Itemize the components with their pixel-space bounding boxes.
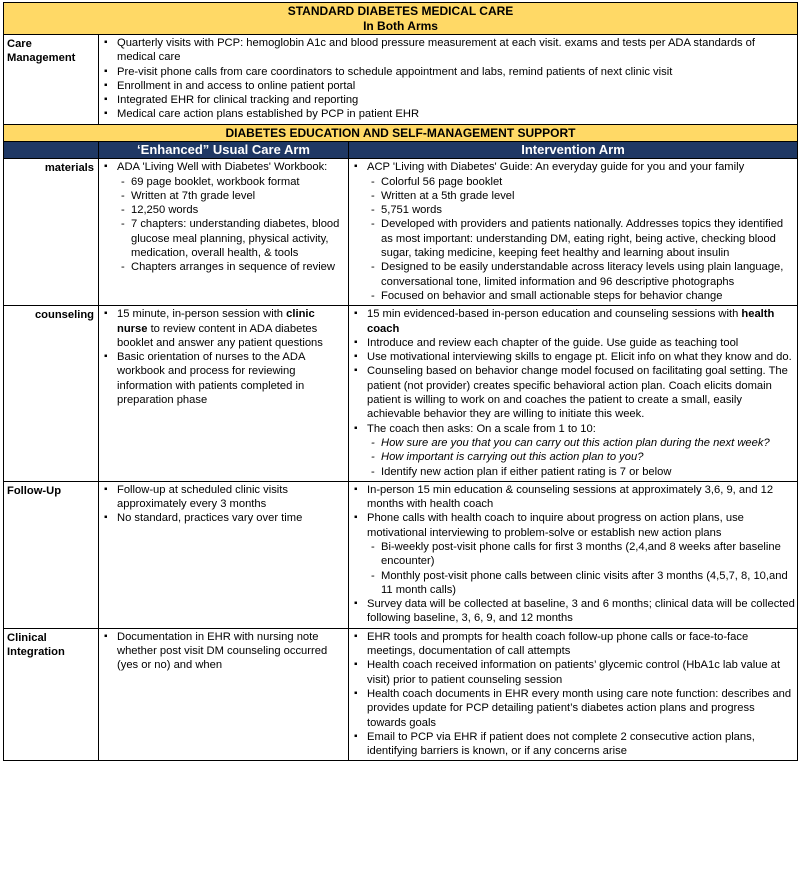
header-standard-cell — [4, 3, 798, 35]
counseling-usual — [99, 306, 349, 482]
row-care-management — [4, 35, 798, 125]
followup-phone-text: Phone calls with health coach to inquire about progress on action plans, use motivational interviewing to problem-solve or establish new action plans — [367, 512, 744, 539]
list-item: - Developed with providers and patients nationally. Addresses topics they identified as most important: understanding DM, eating right, being active, checking blood sugar, taking medicine, keeping feet healthy and learning about insulin — [381, 217, 795, 260]
list-item: ▪ Health coach received information on patients’ glycemic control (HbA1c lab value at visit) prior to patient counseling session — [367, 658, 795, 687]
row-materials — [4, 159, 798, 306]
arm-intervention-header: Intervention Arm — [349, 142, 798, 159]
materials-intervention-sublist — [367, 175, 795, 304]
counseling-label: counseling — [4, 306, 99, 482]
materials-label: materials — [4, 159, 99, 306]
list-item: ▪ Health coach documents in EHR every month using care note function: describes and provides update for PCP detailing patient’s diabetes action plans and progress towards goals — [367, 687, 795, 730]
counseling-questions — [367, 436, 795, 479]
list-item: ▪ EHR tools and prompts for health coach follow-up phone calls or face-to-face meetings, documentation of call attempts — [367, 630, 795, 659]
list-item: - Written at 7th grade level — [131, 189, 346, 203]
care-management-content — [99, 35, 798, 125]
care-management-label: Care Management — [4, 35, 99, 125]
followup-usual — [99, 481, 349, 628]
list-item: - 69 page booklet, workbook format — [131, 175, 346, 189]
header-standard-care — [4, 3, 798, 35]
list-item: - Bi-weekly post-visit phone calls for first 3 months (2,4,and 8 weeks after baseline encounter) — [381, 540, 795, 569]
counseling-intervention-text: 15 min evidenced-based in-person education and counseling sessions with — [367, 308, 742, 321]
clinic-nurse-emphasis: clinic nurse — [117, 308, 315, 335]
list-item: - Identify new action plan if either patient rating is 7 or below — [381, 465, 795, 479]
list-item: ▪ Enrollment in and access to online patient portal — [117, 79, 795, 93]
row-arms — [4, 142, 798, 159]
header-education — [4, 124, 798, 142]
list-item — [117, 307, 346, 350]
materials-intervention-list — [349, 159, 797, 305]
counseling-intervention — [349, 306, 798, 482]
counseling-scale-intro: The coach then asks: On a scale from 1 to 10: — [367, 422, 596, 435]
list-item: ▪ In-person 15 min education & counseling sessions at approximately 3,6, 9, and 12 months with health coach — [367, 483, 795, 512]
list-item: - Colorful 56 page booklet — [381, 175, 795, 189]
clinical-intervention — [349, 628, 798, 761]
list-item: ▪ Introduce and review each chapter of the guide. Use guide as teaching tool — [367, 336, 795, 350]
clinical-intervention-list — [349, 629, 797, 761]
clinical-usual-list — [99, 629, 348, 675]
list-item: - How important is carrying out this action plan to you? — [381, 450, 795, 464]
followup-label: Follow-Up — [4, 481, 99, 628]
list-item: ▪ No standard, practices vary over time — [117, 511, 346, 525]
list-item: ▪ Documentation in EHR with nursing note whether post visit DM counseling occurred (yes or no) and when — [117, 630, 346, 673]
materials-intervention — [349, 159, 798, 306]
list-item: ▪ Counseling based on behavior change model focused on facilitating goal setting. The patient (not provider) creates specific behavioral action plan. Coach elicits domain patient is willing to work on and coaches the patient to create a small, easily achievable behavior they are willing to initiate this week. — [367, 364, 795, 421]
care-management-list — [99, 35, 797, 124]
counseling-intervention-list — [349, 306, 797, 481]
list-item: - 12,250 words — [131, 203, 346, 217]
materials-usual-list — [99, 159, 348, 276]
header-standard-title: STANDARD DIABETES MEDICAL CARE — [287, 4, 514, 18]
list-item — [117, 160, 346, 274]
header-standard-subtitle: In Both Arms — [363, 18, 438, 33]
list-item: ▪ Quarterly visits with PCP: hemoglobin A1c and blood pressure measurement at each visit. exams and tests per ADA standards of medical care — [117, 36, 795, 65]
list-item: ▪ Email to PCP via EHR if patient does not complete 2 consecutive action plans, identifying barriers is known, or if any concerns arise — [367, 730, 795, 759]
list-item: ▪ Survey data will be collected at baseline, 3 and 6 months; clinical data will be collected following baseline, 3, 6, 9, and 12 months — [367, 597, 795, 626]
list-item: ▪ Basic orientation of nurses to the ADA workbook and process for reviewing information with patients completed in preparation phase — [117, 350, 346, 407]
materials-usual-lead: ADA 'Living Well with Diabetes' Workbook: — [117, 161, 328, 174]
counseling-usual-text: to review content in ADA diabetes booklet and answer any patient questions — [117, 322, 323, 349]
followup-intervention-list — [349, 482, 797, 628]
list-item: - 7 chapters: understanding diabetes, blood glucose meal planning, physical activity, medication, overall health, & tools — [131, 217, 346, 260]
row-followup — [4, 481, 798, 628]
list-item: ▪ Medical care action plans established by PCP in patient EHR — [117, 107, 795, 121]
list-item: - Monthly post-visit phone calls between clinic visits after 3 months (4,5,7, 8, 10,and 11 month calls) — [381, 569, 795, 598]
materials-intervention-lead: ACP 'Living with Diabetes' Guide: An everyday guide for you and your family — [367, 161, 745, 174]
clinical-usual — [99, 628, 349, 761]
list-item: ▪ Follow-up at scheduled clinic visits approximately every 3 months — [117, 483, 346, 512]
arms-blank-cell — [4, 142, 99, 159]
arm-usual-header: ‘Enhanced” Usual Care Arm — [99, 142, 349, 159]
counseling-usual-list — [99, 306, 348, 409]
followup-intervention — [349, 481, 798, 628]
list-item — [367, 307, 795, 336]
materials-usual — [99, 159, 349, 306]
followup-usual-list — [99, 482, 348, 528]
row-counseling — [4, 306, 798, 482]
list-item: - Focused on behavior and small actionable steps for behavior change — [381, 289, 795, 303]
list-item: - Written at a 5th grade level — [381, 189, 795, 203]
list-item: - How sure are you that you can carry out this action plan during the next week? — [381, 436, 795, 450]
list-item — [367, 511, 795, 597]
counseling-usual-text: 15 minute, in-person session with — [117, 308, 287, 321]
clinical-label: Clinical Integration — [4, 628, 99, 761]
list-item: - Chapters arranges in sequence of review — [131, 260, 346, 274]
list-item: ▪ Use motivational interviewing skills to engage pt. Elicit info on what they know and do. — [367, 350, 795, 364]
care-table — [3, 2, 798, 761]
list-item: - Designed to be easily understandable across literacy levels using plain language, conversational tone, limited information and 96 descriptive photographs — [381, 260, 795, 289]
followup-phone-sublist — [367, 540, 795, 597]
list-item: ▪ Pre-visit phone calls from care coordinators to schedule appointment and labs, remind patients of next clinic visit — [117, 65, 795, 79]
header-education-title: DIABETES EDUCATION AND SELF-MANAGEMENT SUPPORT — [4, 124, 798, 142]
materials-usual-sublist — [117, 175, 346, 275]
health-coach-emphasis: health coach — [367, 308, 775, 335]
list-item: - 5,751 words — [381, 203, 795, 217]
list-item: ▪ Integrated EHR for clinical tracking and reporting — [117, 93, 795, 107]
row-clinical — [4, 628, 798, 761]
list-item — [367, 160, 795, 303]
list-item — [367, 422, 795, 479]
